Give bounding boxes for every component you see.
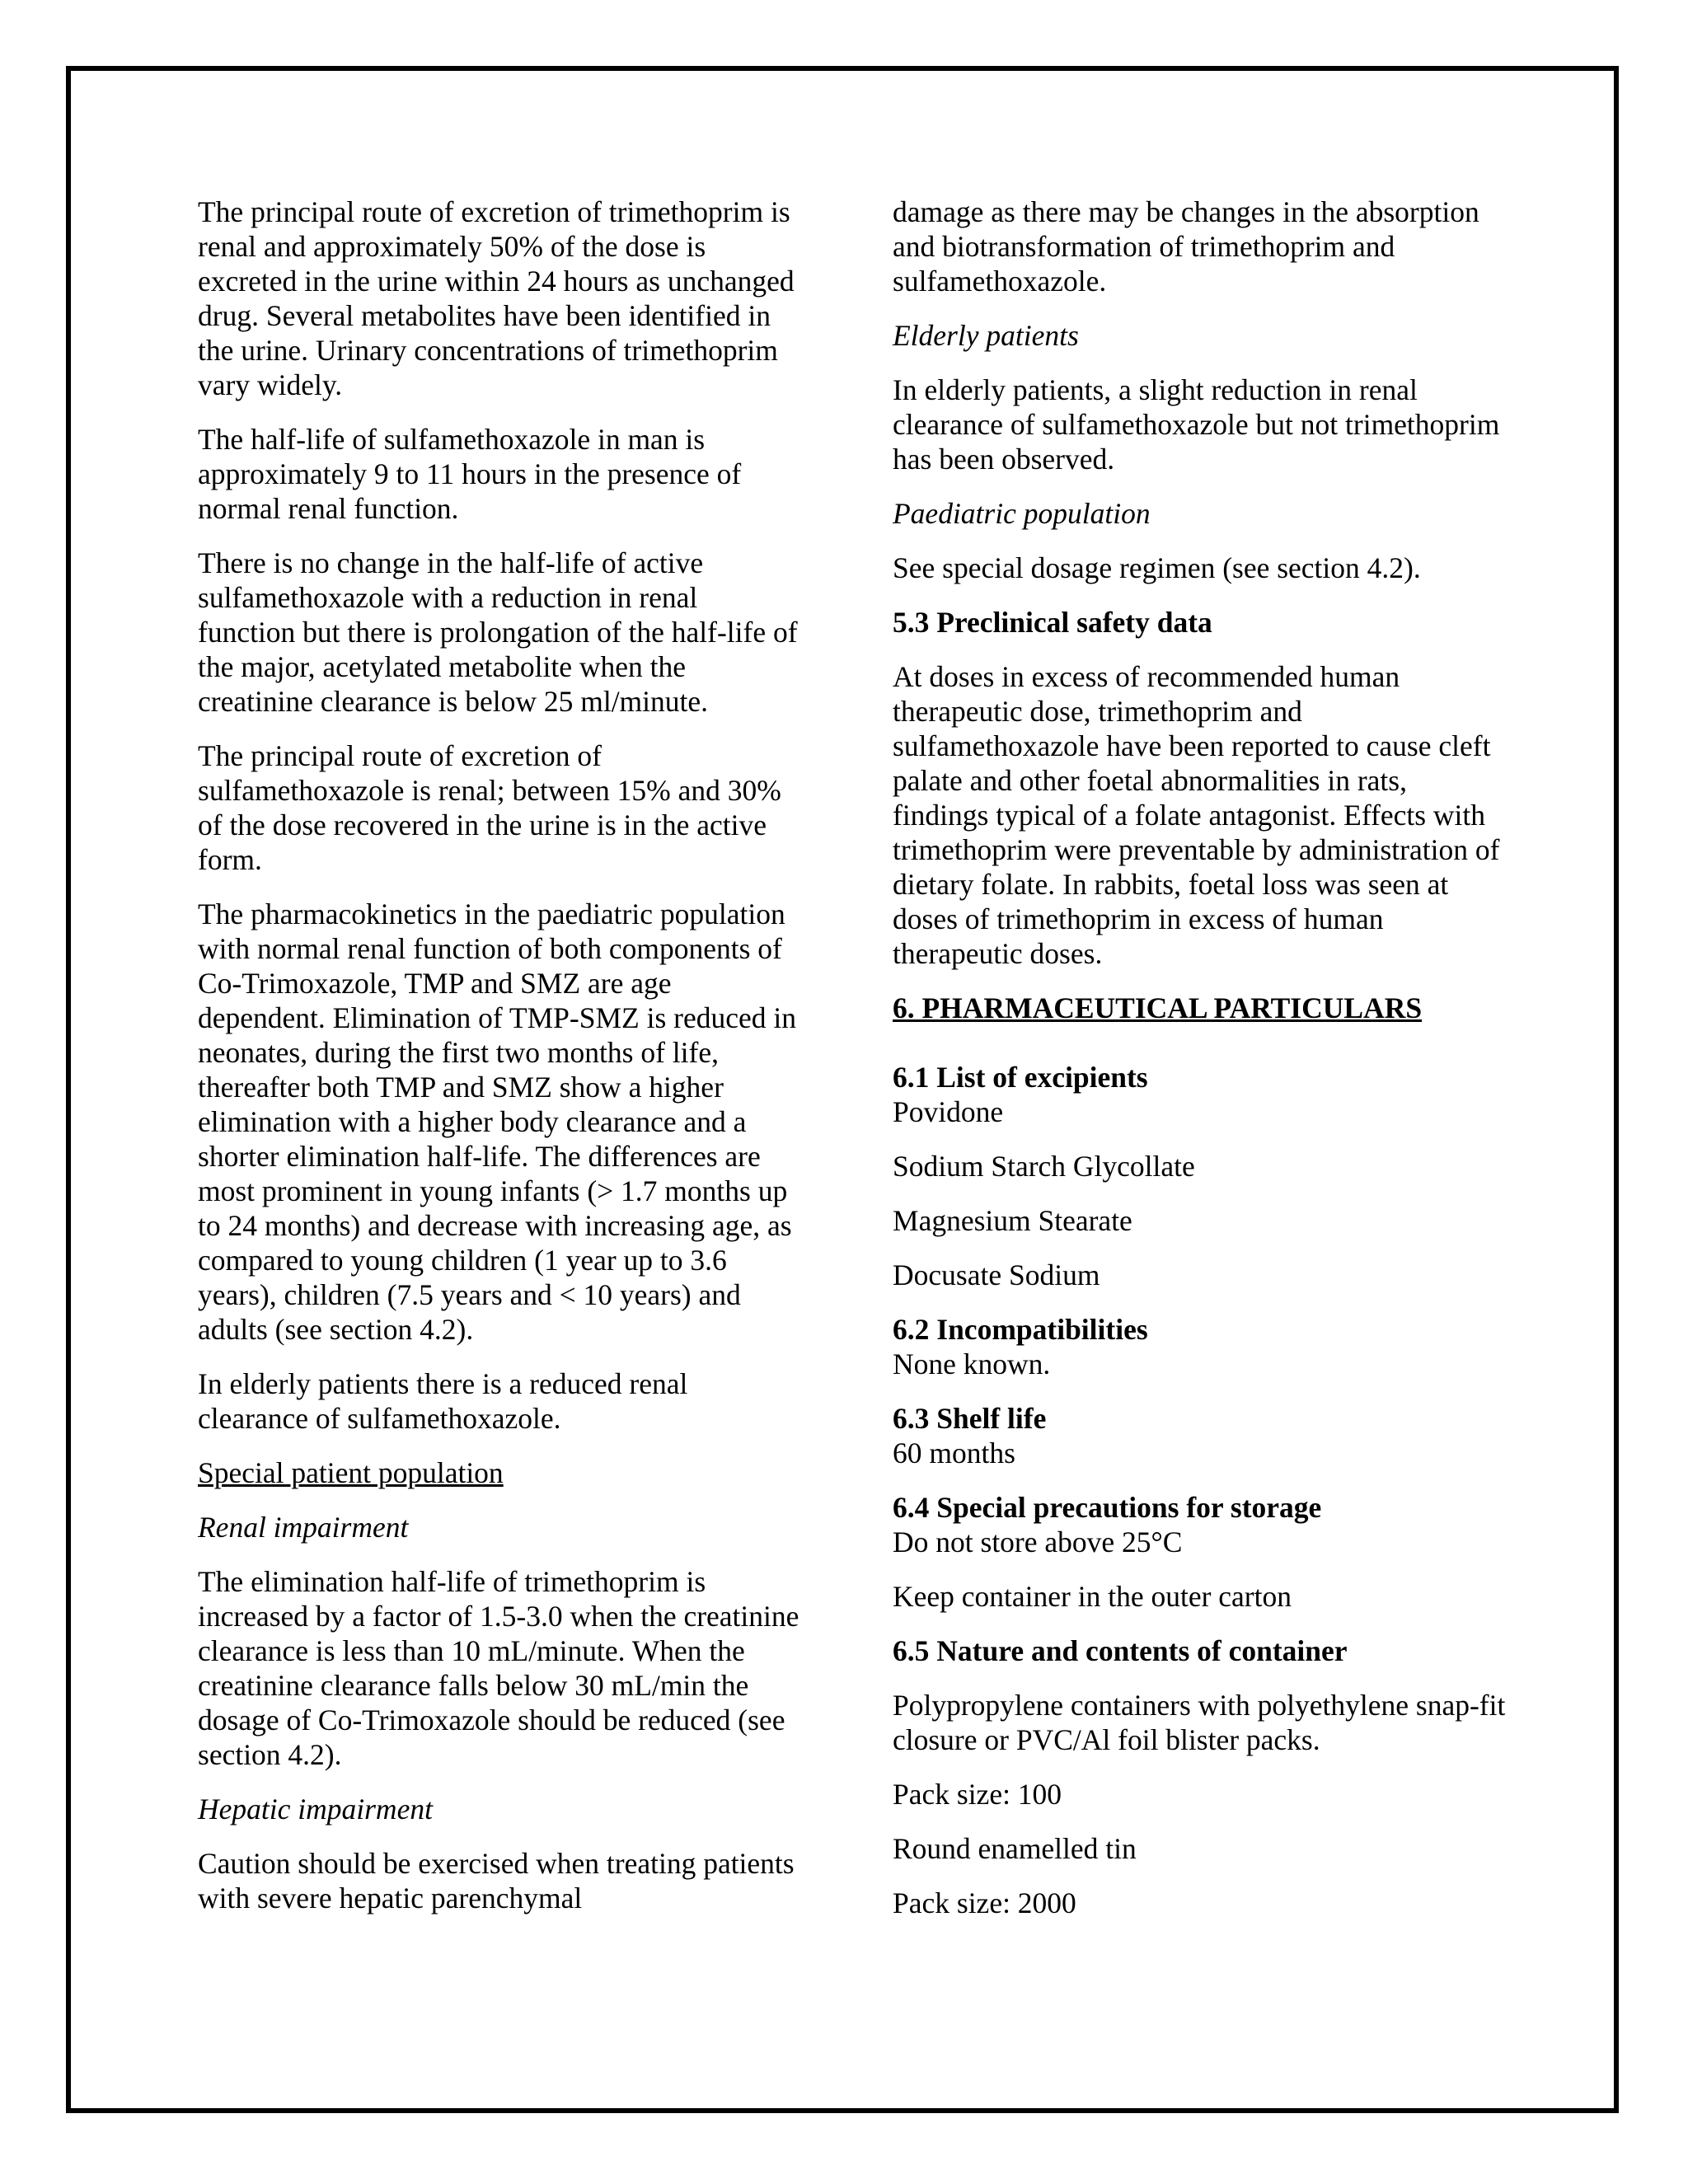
paragraph-paediatric-pharmacokinetics: The pharmacokinetics in the paediatric population with normal renal function of both components of Co-Trimoxazole, TMP and SMZ are age dependent. Elimination of TMP-SMZ is reduced in neonates, during the first two months of life, thereafter both TMP and SMZ show a higher elimination with a higher body clearance and a shorter elimination half-life. The differences are most prominent in young infants (> 1.7 months up to 24 months) and decrease with increasing age, as compared to young children (1 year up to 3.6 years), children (7.5 years and < 10 years) and adults (see section 4.2). — [198, 898, 796, 1346]
paragraph-hepatic-continued: damage as there may be changes in the absorption and biotransformation of trimethoprim and sulfamethoxazole. — [893, 195, 1479, 298]
round-enamelled-tin: Round enamelled tin — [893, 1832, 1137, 1865]
storage-block — [893, 1490, 1507, 1559]
shelf-life-block — [893, 1401, 1507, 1470]
heading-special-patient-population: Special patient population — [198, 1456, 504, 1489]
excipient-item: Magnesium Stearate — [893, 1204, 1132, 1237]
left-column — [198, 194, 799, 1935]
shelf-life-text: 60 months — [893, 1436, 1015, 1469]
pack-size-2000: Pack size: 2000 — [893, 1886, 1076, 1919]
heading-list-of-excipients: 6.1 List of excipients — [893, 1061, 1148, 1094]
heading-paediatric-population: Paediatric population — [893, 497, 1151, 530]
excipient-item: Povidone — [893, 1095, 1004, 1128]
paragraph-hepatic-impairment: Caution should be exercised when treating patients with severe hepatic parenchymal — [198, 1847, 795, 1915]
incompatibilities-text: None known. — [893, 1347, 1051, 1380]
paragraph-sulfamethoxazole-excretion: The principal route of excretion of sulfamethoxazole is renal; between 15% and 30% of the dose recovered in the urine is in the active form. — [198, 739, 781, 876]
excipient-item: Docusate Sodium — [893, 1258, 1100, 1291]
right-column — [893, 194, 1507, 1940]
heading-elderly-patients: Elderly patients — [893, 319, 1079, 352]
paragraph-renal-function-half-life: There is no change in the half-life of active sulfamethoxazole with a reduction in renal function but there is prolongation of the half-life of the major, acetylated metabolite when the creatinine clearance is below 25 ml/minute. — [198, 546, 798, 718]
excipient-item: Sodium Starch Glycollate — [893, 1150, 1195, 1183]
paragraph-preclinical-safety: At doses in excess of recommended human therapeutic dose, trimethoprim and sulfamethoxazole have been reported to cause cleft palate and other foetal abnormalities in rats, findings typical of a folate antagonist. Effects with trimethoprim were preventable by administration of dietary folate. In rabbits, foetal loss was seen at doses of trimethoprim in excess of human therapeutic doses. — [893, 660, 1500, 970]
paragraph-container: Polypropylene containers with polyethylene snap-fit closure or PVC/Al foil blister packs. — [893, 1689, 1506, 1756]
heading-shelf-life: 6.3 Shelf life — [893, 1402, 1047, 1435]
heading-renal-impairment: Renal impairment — [198, 1511, 409, 1544]
storage-text-carton: Keep container in the outer carton — [893, 1580, 1292, 1613]
heading-pharmaceutical-particulars: 6. PHARMACEUTICAL PARTICULARS — [893, 991, 1423, 1024]
paragraph-renal-impairment: The elimination half-life of trimethoprim is increased by a factor of 1.5-3.0 when the creatinine clearance is less than 10 mL/minute. When the creatinine clearance falls below 30 mL/min the dosage of Co-Trimoxazole should be reduced (see section 4.2). — [198, 1565, 799, 1771]
excipients-block — [893, 1060, 1507, 1129]
paragraph-sulfamethoxazole-half-life: The half-life of sulfamethoxazole in man is approximately 9 to 11 hours in the presence of normal renal function. — [198, 423, 742, 525]
heading-hepatic-impairment: Hepatic impairment — [198, 1793, 433, 1825]
incompatibilities-block — [893, 1312, 1507, 1381]
paragraph-elderly-clearance: In elderly patients there is a reduced renal clearance of sulfamethoxazole. — [198, 1367, 688, 1435]
heading-incompatibilities: 6.2 Incompatibilities — [893, 1313, 1148, 1346]
paragraph-trimethoprim-excretion: The principal route of excretion of trimethoprim is renal and approximately 50% of the dose is excreted in the urine within 24 hours as unchanged drug. Several metabolites have been identified in the urine. Urinary concentrations of trimethoprim vary widely. — [198, 195, 795, 401]
heading-storage-precautions: 6.4 Special precautions for storage — [893, 1491, 1322, 1524]
pack-size-100: Pack size: 100 — [893, 1778, 1062, 1811]
paragraph-elderly-patients: In elderly patients, a slight reduction in renal clearance of sulfamethoxazole but not trimethoprim has been observed. — [893, 373, 1500, 476]
heading-container: 6.5 Nature and contents of container — [893, 1634, 1348, 1667]
heading-preclinical-safety: 5.3 Preclinical safety data — [893, 606, 1212, 639]
paragraph-paediatric-population: See special dosage regimen (see section 4.2). — [893, 551, 1421, 584]
storage-text: Do not store above 25°C — [893, 1526, 1183, 1558]
